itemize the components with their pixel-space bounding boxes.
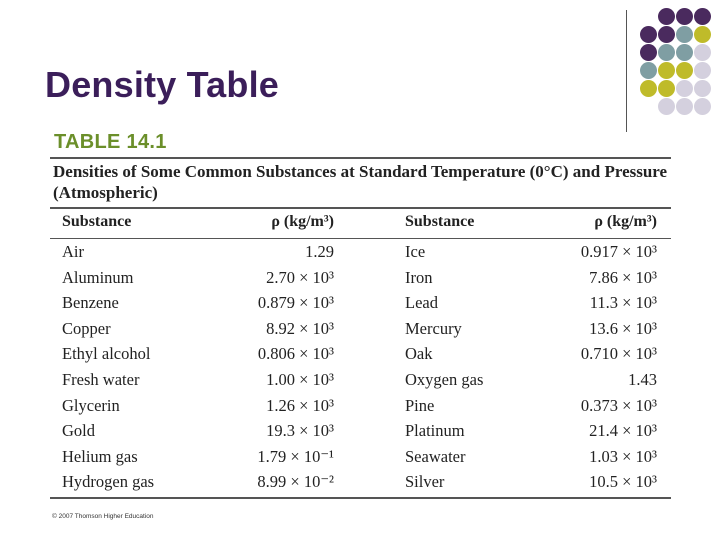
decorative-dot — [694, 26, 711, 43]
table-rule-caption — [50, 207, 671, 209]
density-cell: 8.99 × 10⁻² — [257, 472, 334, 492]
substance-cell: Benzene — [62, 293, 119, 313]
decorative-dot — [640, 62, 657, 79]
decorative-dot — [676, 80, 693, 97]
substance-cell: Helium gas — [62, 446, 138, 466]
substance-cell: Air — [62, 242, 84, 261]
decorative-dot — [676, 98, 693, 115]
decorative-dot — [694, 44, 711, 61]
density-cell: 1.79 × 10⁻¹ — [257, 446, 334, 466]
decorative-dot — [658, 44, 675, 61]
substance-cell: Lead — [405, 293, 438, 313]
table-row — [50, 470, 671, 495]
header-density-2: ρ (kg/m³) — [594, 213, 657, 230]
table-row — [50, 419, 671, 444]
table-row — [50, 445, 671, 470]
density-cell: 21.4 × 10³ — [589, 421, 657, 441]
density-cell: 11.3 × 10³ — [589, 293, 657, 313]
decorative-dot — [658, 80, 675, 97]
table-rule-header — [50, 238, 671, 239]
density-cell: 10.5 × 10³ — [589, 472, 657, 492]
header-substance-1: Substance — [62, 213, 132, 230]
decorative-dot — [694, 8, 711, 25]
title-divider — [626, 10, 627, 132]
table-rule-bottom — [50, 497, 671, 499]
substance-cell: Hydrogen gas — [62, 472, 155, 492]
substance-cell: Silver — [405, 472, 445, 492]
decorative-dot — [676, 62, 693, 79]
substance-cell: Oxygen gas — [405, 370, 484, 389]
table-label: TABLE 14.1 — [54, 131, 167, 153]
substance-cell: Aluminum — [62, 267, 134, 287]
density-cell: 7.86 × 10³ — [589, 267, 657, 287]
table-row — [50, 394, 671, 419]
decorative-dot — [658, 62, 675, 79]
decorative-dot — [640, 26, 657, 43]
decorative-dot — [640, 44, 657, 61]
density-cell: 13.6 × 10³ — [589, 318, 657, 338]
table-row — [50, 240, 671, 265]
decorative-dot — [676, 44, 693, 61]
table-row — [50, 368, 671, 393]
decorative-dot — [658, 8, 675, 25]
density-cell: 1.29 — [305, 242, 334, 261]
table-row — [50, 291, 671, 316]
header-density-1: ρ (kg/m³) — [271, 213, 334, 230]
density-cell: 2.70 × 10³ — [266, 267, 334, 287]
substance-cell: Platinum — [405, 421, 465, 441]
table-header-row — [50, 211, 671, 235]
substance-cell: Glycerin — [62, 395, 120, 415]
decorative-dot — [658, 26, 675, 43]
substance-cell: Fresh water — [62, 370, 140, 389]
header-substance-2: Substance — [405, 213, 475, 230]
substance-cell: Ethyl alcohol — [62, 344, 151, 364]
density-cell: 0.879 × 10³ — [257, 293, 334, 313]
decorative-dot — [658, 98, 675, 115]
density-cell: 0.917 × 10³ — [580, 242, 657, 261]
copyright-notice: © 2007 Thomson Higher Education — [52, 513, 154, 520]
decorative-dot — [694, 80, 711, 97]
decorative-dot — [694, 98, 711, 115]
density-cell: 1.43 — [628, 370, 657, 389]
substance-cell: Seawater — [405, 446, 466, 466]
decorative-dot — [676, 8, 693, 25]
substance-cell: Ice — [405, 242, 426, 261]
decorative-dot — [676, 26, 693, 43]
substance-cell: Pine — [405, 395, 435, 415]
substance-cell: Copper — [62, 318, 111, 338]
substance-cell: Gold — [62, 421, 95, 441]
density-cell: 0.806 × 10³ — [257, 344, 334, 364]
table-caption: Densities of Some Common Substances at Standard Temperature (0°C) and Pressure (Atmospheric) — [53, 162, 668, 202]
table-rule-top — [50, 157, 671, 159]
density-cell: 1.26 × 10³ — [266, 395, 334, 415]
substance-cell: Oak — [405, 344, 433, 364]
substance-cell: Mercury — [405, 318, 462, 338]
decorative-dot — [694, 62, 711, 79]
density-cell: 1.03 × 10³ — [589, 446, 657, 466]
decorative-dot — [640, 80, 657, 97]
density-cell: 19.3 × 10³ — [266, 421, 334, 441]
table-row — [50, 266, 671, 291]
density-cell: 1.00 × 10³ — [266, 370, 334, 389]
decorative-dot-grid — [640, 8, 720, 124]
density-cell: 0.710 × 10³ — [580, 344, 657, 364]
slide-title: Density Table — [45, 64, 279, 105]
table-row — [50, 317, 671, 342]
density-cell: 0.373 × 10³ — [580, 395, 657, 415]
table-row — [50, 342, 671, 367]
density-cell: 8.92 × 10³ — [266, 318, 334, 338]
substance-cell: Iron — [405, 267, 433, 287]
